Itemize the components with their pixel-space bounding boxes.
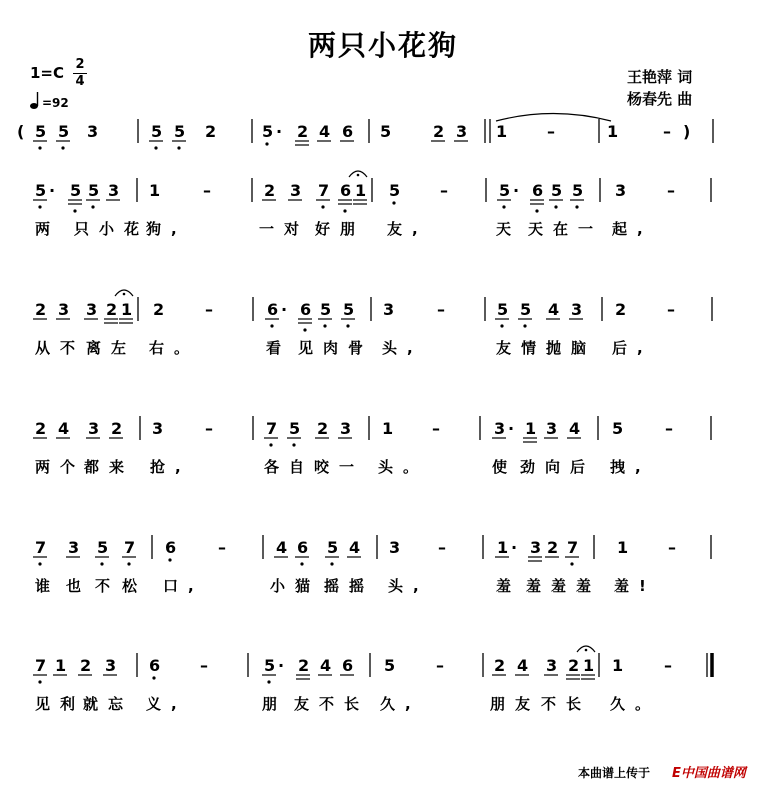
lyric: 见利 <box>35 695 86 713</box>
lyric: 起, <box>612 220 653 238</box>
note: 1 <box>121 300 133 319</box>
octave-dot <box>554 205 557 208</box>
note: – <box>200 656 208 675</box>
lyric: 只小花 <box>74 220 150 238</box>
lyric: 不 <box>95 577 121 595</box>
octave-dot <box>346 324 349 327</box>
note: – <box>665 419 673 438</box>
note: · <box>508 419 515 438</box>
octave-dot <box>91 205 94 208</box>
note: · <box>278 656 285 675</box>
note: – <box>436 656 444 675</box>
lyric: 拽, <box>610 458 651 476</box>
octave-dot <box>73 209 76 212</box>
lyric: 久, <box>380 695 421 713</box>
note: · <box>276 122 283 141</box>
lyric: 两 <box>35 220 61 238</box>
lyric: 友情 <box>496 339 547 357</box>
logo-text: 中国曲谱网 <box>680 766 746 781</box>
note: 2 <box>615 300 627 319</box>
octave-dot <box>500 324 503 327</box>
note: – <box>437 300 445 319</box>
lyric: 从不 <box>35 339 86 357</box>
note: 5 <box>262 122 274 141</box>
note: 1 <box>612 656 624 675</box>
note: 2 <box>264 181 276 200</box>
note: 3 <box>58 300 70 319</box>
note: 4 <box>349 538 361 557</box>
octave-dot <box>270 324 273 327</box>
note: 6 <box>300 300 312 319</box>
note: ( <box>17 122 25 141</box>
lyric: 好朋 <box>315 220 366 238</box>
note: – <box>547 122 555 141</box>
note: 1 <box>149 181 161 200</box>
note: · <box>49 181 56 200</box>
octave-dot <box>303 328 306 331</box>
note: 4 <box>276 538 288 557</box>
lyric: 两个 <box>35 458 86 476</box>
lyric: 头, <box>388 577 429 595</box>
composer-credit: 杨春先 曲 <box>627 90 693 108</box>
lyric: 咬一 <box>314 458 365 476</box>
note: 4 <box>517 656 529 675</box>
lyric: 小猫 <box>270 577 321 595</box>
octave-dot <box>323 324 326 327</box>
octave-dot <box>292 443 295 446</box>
note: 3 <box>87 122 99 141</box>
lyric: 羞! <box>614 577 656 595</box>
lyric: 摇摇 <box>324 577 375 595</box>
note: 3 <box>86 300 98 319</box>
lyric: 天 <box>496 220 522 238</box>
note: 1 <box>607 122 619 141</box>
note: 3 <box>530 538 542 557</box>
note: 5 <box>520 300 532 319</box>
upload-note: 本曲谱上传于 <box>578 766 651 780</box>
note: 5 <box>499 181 511 200</box>
tie <box>496 114 611 122</box>
note: 7 <box>266 419 278 438</box>
lyric: 各自 <box>264 458 315 476</box>
note: ) <box>683 122 691 141</box>
octave-dot <box>523 324 526 327</box>
note: 5 <box>380 122 392 141</box>
octave-dot <box>152 676 155 679</box>
note: 5 <box>497 300 509 319</box>
octave-dot <box>267 680 270 683</box>
note: – <box>667 300 675 319</box>
note: 5 <box>551 181 563 200</box>
note: 4 <box>548 300 560 319</box>
note: 2 <box>111 419 123 438</box>
octave-dot <box>330 562 333 565</box>
lyric: 友不长 <box>294 695 370 713</box>
note: 2 <box>153 300 165 319</box>
note: 3 <box>571 300 583 319</box>
note: – <box>438 538 446 557</box>
note: 3 <box>88 419 100 438</box>
note: 3 <box>340 419 352 438</box>
note: 5 <box>174 122 186 141</box>
note: 5 <box>264 656 276 675</box>
lyric: 不长 <box>541 695 592 713</box>
note: 5 <box>58 122 70 141</box>
note: 3 <box>546 419 558 438</box>
note: 6 <box>165 538 177 557</box>
note: 7 <box>318 181 330 200</box>
note: 7 <box>567 538 579 557</box>
octave-dot <box>269 443 272 446</box>
note: 3 <box>108 181 120 200</box>
note: 2 <box>433 122 445 141</box>
note: 1 <box>382 419 394 438</box>
note: – <box>203 181 211 200</box>
lyric: 见肉骨 <box>298 339 374 357</box>
note: 3 <box>456 122 468 141</box>
note: 3 <box>68 538 80 557</box>
lyric: 口, <box>163 577 204 595</box>
lyric: 头, <box>382 339 423 357</box>
note: 6 <box>340 181 352 200</box>
octave-dot <box>570 562 573 565</box>
octave-dot <box>575 205 578 208</box>
lyric: 一对 <box>259 220 310 238</box>
note: 2 <box>317 419 329 438</box>
note: 4 <box>320 656 332 675</box>
note: 2 <box>297 122 309 141</box>
lyric: 使 <box>492 458 518 476</box>
note: 5 <box>70 181 82 200</box>
fermata-dot <box>123 293 126 296</box>
note: 6 <box>342 122 354 141</box>
note: 2 <box>494 656 506 675</box>
note: 1 <box>525 419 537 438</box>
note: 6 <box>342 656 354 675</box>
note: 7 <box>35 656 47 675</box>
note: 6 <box>532 181 544 200</box>
lyric: 朋 <box>262 695 288 713</box>
octave-dot <box>38 146 41 149</box>
lyric: 都来 <box>84 458 135 476</box>
note: – <box>667 181 675 200</box>
note: 3 <box>494 419 506 438</box>
meter-top: 2 <box>75 57 85 72</box>
note: · <box>511 538 518 557</box>
note: 5 <box>389 181 401 200</box>
octave-dot <box>61 146 64 149</box>
octave-dot <box>38 680 41 683</box>
octave-dot <box>321 205 324 208</box>
note: 4 <box>569 419 581 438</box>
note: – <box>668 538 676 557</box>
note: 3 <box>383 300 395 319</box>
note: – <box>205 300 213 319</box>
lyric: 头。 <box>378 458 429 476</box>
lyric: 羞 <box>496 577 522 595</box>
note: 2 <box>547 538 559 557</box>
octave-dot <box>168 558 171 561</box>
note: 2 <box>35 419 47 438</box>
note: 5 <box>35 122 47 141</box>
lyric: 劲向后 <box>520 458 596 476</box>
note: 1 <box>617 538 629 557</box>
lyric: 友, <box>387 220 428 238</box>
lyric: 就忘 <box>83 695 134 713</box>
note: 5 <box>343 300 355 319</box>
lyric: 狗, <box>146 220 187 238</box>
note: 1 <box>55 656 67 675</box>
note: 2 <box>568 656 580 675</box>
note: 5 <box>384 656 396 675</box>
lyric: 后, <box>612 339 653 357</box>
note: 4 <box>58 419 70 438</box>
octave-dot <box>100 562 103 565</box>
fermata-dot <box>357 174 360 177</box>
lyric: 朋友 <box>490 695 541 713</box>
octave-dot <box>265 142 268 145</box>
key-signature: 1=C <box>30 64 65 82</box>
lyric: 右。 <box>149 339 200 357</box>
fermata-dot <box>585 649 588 652</box>
note: 3 <box>290 181 302 200</box>
note: 5 <box>289 419 301 438</box>
octave-dot <box>38 205 41 208</box>
note: 5 <box>320 300 332 319</box>
note: 3 <box>389 538 401 557</box>
lyric: 松 <box>122 577 148 595</box>
note: 5 <box>151 122 163 141</box>
lyric: 抢, <box>150 458 191 476</box>
note: 4 <box>319 122 331 141</box>
note: 1 <box>583 656 595 675</box>
lyricist-credit: 王艳萍 词 <box>627 68 693 86</box>
octave-dot <box>392 201 395 204</box>
note: 3 <box>546 656 558 675</box>
note: 7 <box>35 538 47 557</box>
note: 2 <box>106 300 118 319</box>
note: 2 <box>298 656 310 675</box>
note: 2 <box>35 300 47 319</box>
octave-dot <box>502 205 505 208</box>
lyric: 抛脑 <box>546 339 597 357</box>
note: 2 <box>80 656 92 675</box>
note: 6 <box>297 538 309 557</box>
octave-dot <box>300 562 303 565</box>
note: 3 <box>105 656 117 675</box>
note: 3 <box>152 419 164 438</box>
note: 7 <box>124 538 136 557</box>
note: 1 <box>355 181 367 200</box>
note: · <box>513 181 520 200</box>
note: 3 <box>615 181 627 200</box>
note: 1 <box>496 122 508 141</box>
note: – <box>663 122 671 141</box>
note: 5 <box>612 419 624 438</box>
octave-dot <box>535 209 538 212</box>
note: 5 <box>327 538 339 557</box>
note: 5 <box>97 538 109 557</box>
song-title: 两只小花狗 <box>307 29 458 62</box>
note: 5 <box>35 181 47 200</box>
lyric: 也 <box>66 577 92 595</box>
note: 6 <box>267 300 279 319</box>
octave-dot <box>154 146 157 149</box>
lyric: 久。 <box>610 695 661 713</box>
lyric: 谁 <box>35 577 61 595</box>
lyric: 看 <box>266 339 292 357</box>
octave-dot <box>127 562 130 565</box>
note: – <box>218 538 226 557</box>
tempo-value: =92 <box>42 96 69 110</box>
note: 5 <box>88 181 100 200</box>
note: · <box>281 300 288 319</box>
octave-dot <box>38 562 41 565</box>
site-logo <box>672 762 746 781</box>
note: – <box>440 181 448 200</box>
lyric: 羞羞羞 <box>526 577 602 595</box>
octave-dot <box>177 146 180 149</box>
note: – <box>664 656 672 675</box>
lyric: 天在一 <box>528 220 604 238</box>
logo-mark: E <box>672 766 681 781</box>
note: – <box>432 419 440 438</box>
meter-bottom: 4 <box>75 74 85 89</box>
note: 6 <box>149 656 161 675</box>
octave-dot <box>343 209 346 212</box>
lyric: 义, <box>146 695 187 713</box>
lyric: 离左 <box>86 339 137 357</box>
note: – <box>205 419 213 438</box>
note: 2 <box>205 122 217 141</box>
note: 5 <box>572 181 584 200</box>
note: 1 <box>497 538 509 557</box>
